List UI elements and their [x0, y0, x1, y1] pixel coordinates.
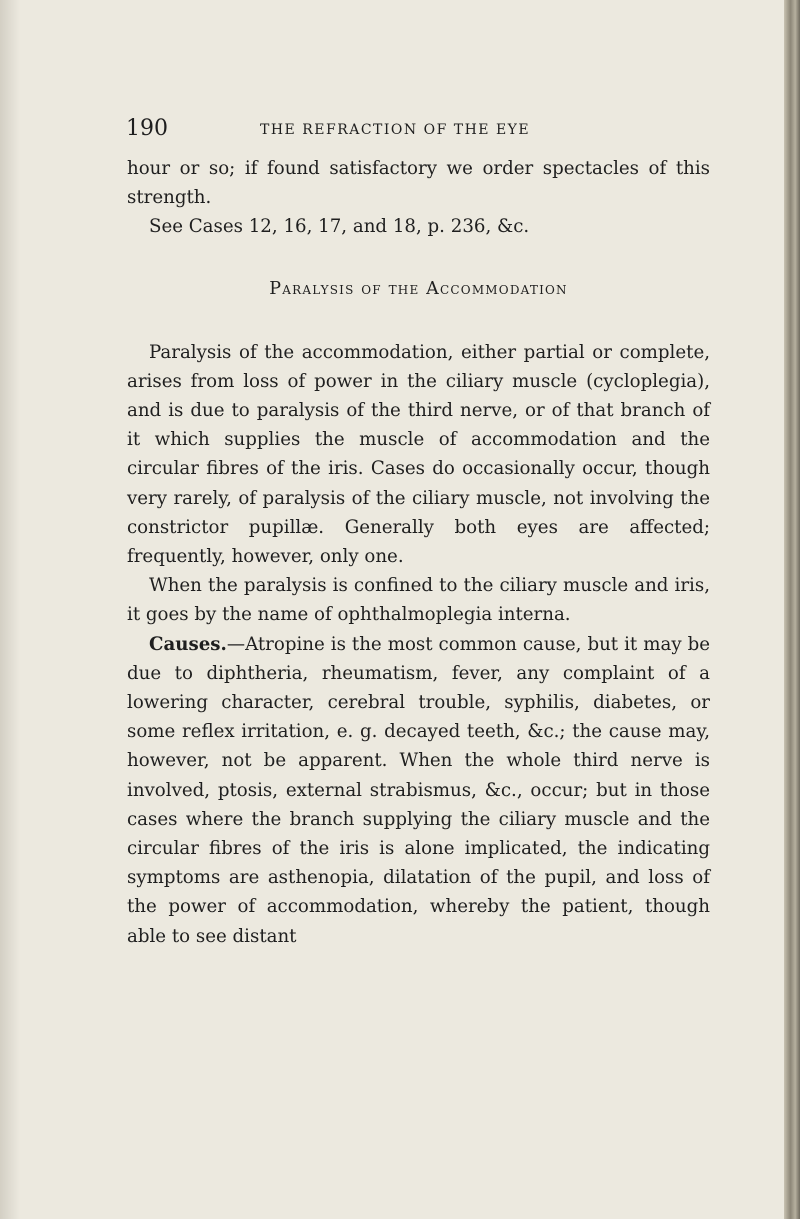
paragraph-continued: hour or so; if found satisfactory we order spectacles of this strength. — [127, 158, 710, 209]
page-number: 190 — [126, 116, 168, 141]
causes-lead: Causes. — [149, 633, 227, 655]
paragraph-see-cases: See Cases 12, 16, 17, and 18, p. 236, &c. — [149, 216, 530, 238]
paragraph-causes — [127, 630, 710, 951]
page-edge — [784, 0, 800, 1219]
page-header — [126, 116, 726, 146]
running-head: THE REFRACTION OF THE EYE — [260, 122, 531, 138]
section-heading: Paralysis of the Accommodation — [269, 278, 568, 299]
page-body — [127, 154, 710, 951]
causes-text: —Atropine is the most common cause, but it may be due to diphtheria, rheumatism, fever, any complaint of a lowering character, cerebral trouble, syphilis, diabetes, or some reflex irritation, e. g. decayed teeth, &c.; the cause may, however, not be apparent. When the whole third nerve is involved, ptosis, external strabismus, &c., occur; but in those cases where the branch supplying the ciliary muscle and the circular fibres of the iris is alone implicated, the indicating symptoms are asthenopia, dilatation of the pupil, and loss of the power of accommodation, whereby the patient, though able to see distant — [127, 633, 710, 947]
page-gutter-shadow — [0, 0, 20, 1219]
paragraph-paralysis: Paralysis of the accommodation, either partial or complete, arises from loss of power in the ciliary muscle (cycloplegia), and is due to paralysis of the third nerve, or of that branch of it which supplies the muscle of accommodation and the circular fibres of the iris. Cases do occasionally occur, though very rarely, of paralysis of the ciliary muscle, not involving the constrictor pupillæ. Generally both eyes are affected; frequently, however, only one. — [127, 341, 710, 568]
paragraph-ophthalmoplegia: When the paralysis is confined to the ciliary muscle and iris, it goes by the name of ophthalmoplegia interna. — [127, 575, 710, 626]
